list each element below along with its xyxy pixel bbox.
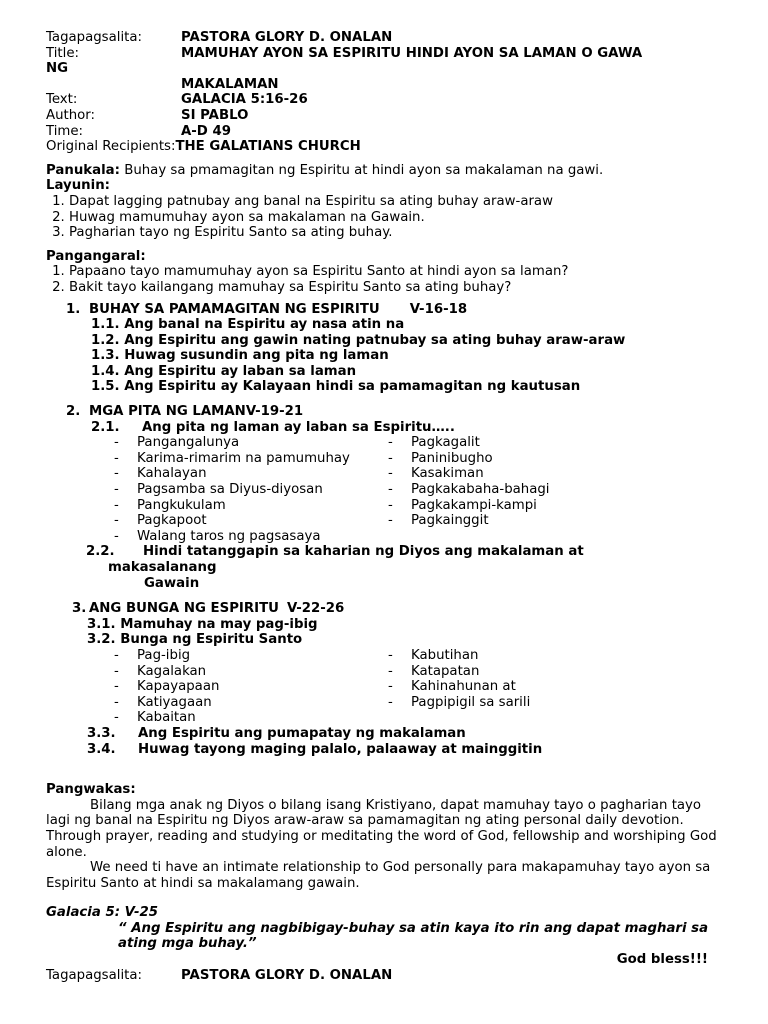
list-item: - Kabaitan	[114, 710, 196, 726]
title-label: Title:	[46, 45, 79, 61]
author-value: SI PABLO	[181, 107, 249, 123]
list-item: 1. Papaano tayo mamumuhay ayon sa Espiritu Santo at hindi ayon sa laman?	[69, 264, 726, 280]
section-2-verse: V-19-21	[245, 404, 304, 420]
list-item: - Katiyagaan	[114, 694, 212, 710]
section-2-sub2-line3: Gawain	[144, 575, 200, 591]
list-item: - Kagalakan	[114, 663, 207, 679]
list-item: - Kahinahunan at	[388, 679, 516, 695]
pangwakas-label: Pangwakas:	[46, 782, 136, 798]
recipients-label: Original Recipients:	[46, 139, 176, 155]
pangangaral-label: Pangangaral:	[46, 248, 146, 264]
list-item: - Pagkakampi-kampi	[388, 497, 537, 513]
footer-speaker-row	[46, 968, 726, 984]
speaker-name: PASTORA GLORY D. ONALAN	[181, 30, 393, 45]
section-3-sub4: 3.4. Huwag tayong maging palalo, palaaway at mainggitin	[87, 741, 543, 757]
sermon-outline-page	[46, 30, 726, 983]
section-3-sub3: 3.3. Ang Espiritu ang pumapatay ng makalaman	[87, 725, 466, 741]
footer-speaker-label: Tagapagsalita:	[46, 967, 142, 983]
section-1-sub: 1.2. Ang Espiritu ang gawin nating patnubay sa ating buhay araw-araw	[91, 332, 626, 348]
recipients-value: THE GALATIANS CHURCH	[175, 139, 361, 155]
list-item: - Paninibugho	[388, 450, 493, 466]
list-item: - Walang taros ng pagsasaya	[114, 528, 321, 544]
section-2-title: MGA PITA NG LAMAN	[89, 404, 246, 420]
panukala-text: Buhay sa pmamagitan ng Espiritu at hindi ayon sa makalaman na gawi.	[119, 162, 604, 178]
panukala	[46, 163, 726, 179]
list-item: - Pagkagalit	[388, 435, 480, 451]
pangangaral-list	[46, 264, 726, 295]
section-3-title: ANG BUNGA NG ESPIRITU	[89, 601, 279, 617]
section-2-sub2: 2.2. Hindi tatanggapin sa kaharian ng Diyos ang makalaman at	[86, 544, 584, 560]
section-1-heading: 1. BUHAY SA PAMAMAGITAN NG ESPIRITU V-16-18	[66, 301, 468, 317]
scripture-text: GALACIA 5:16-26	[181, 92, 308, 108]
list-item: - Pagpipigil sa sarili	[388, 694, 531, 710]
text-row	[46, 92, 726, 108]
sermon-title-line1: MAMUHAY AYON SA ESPIRITU HINDI AYON SA LAMAN O GAWA	[181, 45, 643, 61]
list-item: 1. Dapat lagging patnubay ang banal na Espiritu sa ating buhay araw-araw	[69, 194, 726, 210]
author-label: Author:	[46, 107, 96, 123]
list-item: - Pagkainggit	[388, 513, 489, 529]
pita-ng-laman-list	[46, 435, 726, 544]
title-row-2	[46, 77, 726, 93]
footer-speaker-name: PASTORA GLORY D. ONALAN	[181, 967, 393, 983]
recipients-row	[46, 139, 726, 155]
list-item: - Pangangalunya	[114, 435, 240, 451]
section-3-verse: V-22-26	[286, 601, 345, 617]
verse-quote: “ Ang Espiritu ang nagbibigay-buhay sa atin kaya ito rin ang dapat maghari sa ating mga buhay.”	[118, 920, 709, 952]
section-1-sub: 1.4. Ang Espiritu ay laban sa laman	[91, 363, 357, 379]
section-1-title: BUHAY SA PAMAMAGITAN NG ESPIRITU	[89, 301, 380, 317]
title-row	[46, 46, 726, 62]
section-2-heading: 2. MGA PITA NG LAMAN V-19-21	[66, 404, 304, 420]
section-1-sub: 1.5. Ang Espiritu ay Kalayaan hindi sa pamamagitan ng kautusan	[91, 379, 581, 395]
list-item: - Kabutihan	[388, 647, 479, 663]
text-label: Text:	[46, 92, 78, 108]
section-2-sub2-line2: makasalanang	[108, 560, 217, 575]
list-item: - Pagkapoot	[114, 513, 207, 529]
sermon-title-line2: MAKALAMAN	[181, 76, 279, 92]
section-3-sub1: 3.1. Mamuhay na may pag-ibig	[87, 616, 318, 632]
list-item: 2. Bakit tayo kailangang mamuhay sa Espiritu Santo sa ating buhay?	[69, 280, 726, 296]
time-row	[46, 124, 726, 140]
section-2-sub1: 2.1. Ang pita ng laman ay laban sa Espiritu…..	[91, 419, 455, 435]
verse-reference: Galacia 5: V-25	[46, 905, 159, 921]
section-3-heading: 3. ANG BUNGA NG ESPIRITU V-22-26	[72, 601, 345, 617]
list-item: - Pangkukulam	[114, 497, 226, 513]
layunin-label: Layunin:	[46, 178, 110, 194]
list-item: - Pagsamba sa Diyus-diyosan	[114, 482, 323, 498]
section-1-verse: V-16-18	[409, 301, 468, 317]
list-item: 3. Pagharian tayo ng Espiritu Santo sa ating buhay.	[69, 225, 726, 241]
speaker-row	[46, 30, 726, 46]
time-label: Time:	[46, 123, 84, 139]
speaker-label: Tagapagsalita:	[46, 30, 142, 45]
list-item: - Kasakiman	[388, 466, 484, 482]
author-row	[46, 108, 726, 124]
layunin-list	[46, 194, 726, 241]
bunga-ng-espiritu-list	[46, 648, 726, 726]
list-item: - Kapayapaan	[114, 679, 220, 695]
panukala-label: Panukala:	[46, 162, 120, 178]
list-item: - Pagkakabaha-bahagi	[388, 482, 550, 498]
section-1-sub: 1.1. Ang banal na Espiritu ay nasa atin na	[91, 317, 405, 333]
blessing-text: God bless!!!	[616, 952, 708, 968]
time-value: A-D 49	[181, 123, 231, 139]
list-item: - Karima-rimarim na pamumuhay	[114, 450, 350, 466]
section-3-sub2: 3.2. Bunga ng Espiritu Santo	[87, 632, 303, 648]
list-item: - Pag-ibig	[114, 647, 191, 663]
list-item: 2. Huwag mamumuhay ayon sa makalaman na Gawain.	[69, 210, 726, 226]
pangwakas-paragraph-2: We need ti have an intimate relationship to God personally para makapamuhay tayo ayon sa Espiritu Santo at hindi sa makalamang gawain.	[46, 860, 711, 891]
sermon-title-wrap: NG	[46, 61, 69, 77]
section-1-sub: 1.3. Huwag susundin ang pita ng laman	[91, 348, 389, 364]
pangwakas-paragraph-1: Bilang mga anak ng Diyos o bilang isang Kristiyano, dapat mamuhay tayo o pagharian tayo lagi ng banal na Espiritu ng Diyos araw-araw sa pamamagitan ng ating personal daily devotion. Through prayer, reading and studying or meditating the word of God, fellowship and worshiping God alone.	[46, 797, 717, 860]
list-item: - Katapatan	[388, 663, 480, 679]
list-item: - Kahalayan	[114, 466, 207, 482]
